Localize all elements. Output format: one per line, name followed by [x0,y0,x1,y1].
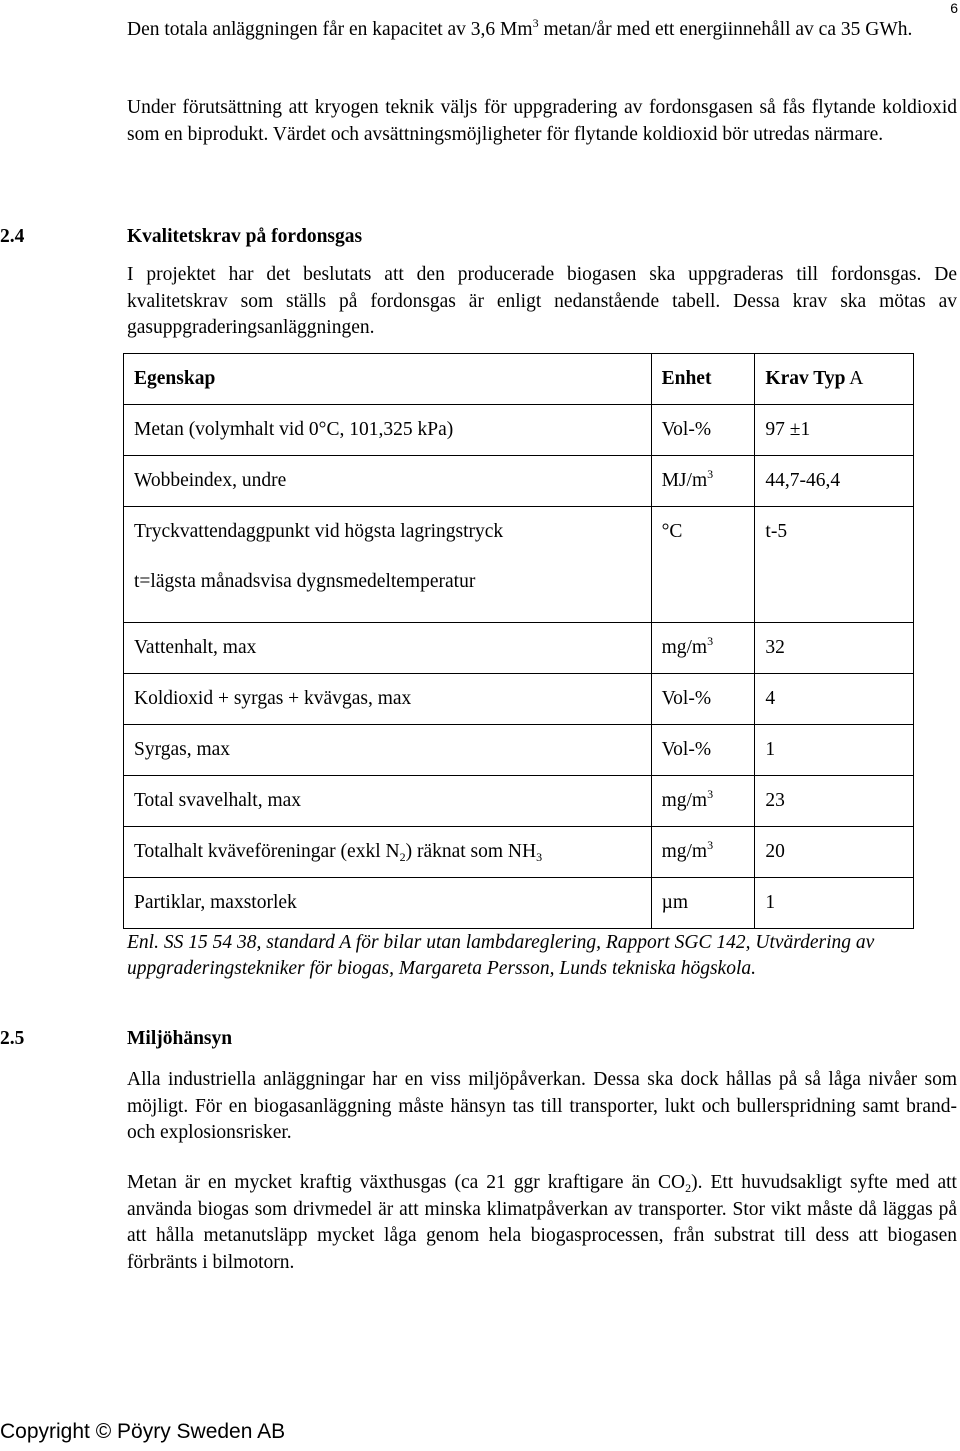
cell-value: 44,7-46,4 [755,456,914,507]
table-source-note: Enl. SS 15 54 38, standard A för bilar utan lambdareglering, Rapport SGC 142, Utvärdering av uppgraderingstekniker för biogas, Margareta Persson, Lunds tekniska högskola. [127,932,875,979]
table-row [124,776,914,827]
cell-value: 1 [755,878,914,929]
cell-property: Syrgas, max [124,725,652,776]
cell-unit: °C [651,507,755,623]
cell-unit: Vol-% [651,674,755,725]
section-2-5-paragraph-1: Alla industriella anläggningar har en viss miljöpåverkan. Dessa ska dock hållas på så låga nivåer som möjligt. För en biogasanläggning måste hänsyn tas till transporter, lukt och bullerspridning samt brand- och explosionsrisker. [127,1069,957,1143]
header-unit: Enhet [651,354,755,405]
cell-value: t-5 [755,507,914,623]
cell-property [124,507,652,623]
cell-property: Total svavelhalt, max [124,776,652,827]
table-row [124,674,914,725]
cell-unit: $mg/m^3$ [651,827,755,878]
cell-property: Partiklar, maxstorlek [124,878,652,929]
cell-property: Vattenhalt, max [124,623,652,674]
table-header-row [124,354,914,405]
cell-unit: $MJ/m^3$ [651,456,755,507]
cell-property: Metan (volymhalt vid 0°C, 101,325 kPa) [124,405,652,456]
copyright-footer: Copyright © Pöyry Sweden AB [0,1420,286,1443]
cell-unit: µm [651,878,755,929]
quality-requirements-table [123,353,914,929]
table-row [124,878,914,929]
property-note: t=lägsta månadsvisa dygnsmedeltemperatur [134,571,476,592]
section-title-2-5: Miljöhänsyn [127,1028,233,1049]
table-row [124,507,914,623]
section-number-2-4: 2.4 [0,226,25,247]
table-row [124,827,914,878]
section-title-2-4: Kvalitetskrav på fordonsgas [127,226,363,247]
cell-unit: $mg/m^3$ [651,776,755,827]
cell-property: Wobbeindex, undre [124,456,652,507]
cell-value: 4 [755,674,914,725]
page-number: 6 [950,0,958,16]
cell-value: 23 [755,776,914,827]
cell-property: Totalhalt kväveföreningar (exkl $N_2$) räknat som $NH_3$ [124,827,652,878]
table-row [124,725,914,776]
cell-unit: $mg/m^3$ [651,623,755,674]
section-2-5-paragraph-2: Metan är en mycket kraftig växthusgas (ca 21 ggr kraftigare än $CO_2$). Ett huvudsakligt syfte med att använda biogas som drivmedel är att minska klimatpåverkan av transporter. Stor vikt måste då läggas på att hålla metanutsläpp mycket låga genom hela biogasprocessen, från substrat till dess att biogasen förbränts i bilmotorn. [127,1172,957,1273]
cell-value: 1 [755,725,914,776]
cell-value: 20 [755,827,914,878]
cell-value: 97 ±1 [755,405,914,456]
property-main: Tryckvattendaggpunkt vid högsta lagringstryck [134,521,504,542]
section-number-2-5: 2.5 [0,1028,25,1049]
intro-paragraph-2: Under förutsättning att kryogen teknik väljs för uppgradering av fordonsgasen så fås flytande koldioxid som en biprodukt. Värdet och avsättningsmöjligheter för flytande koldioxid bör utredas närmare. [127,97,957,145]
cell-unit: Vol-% [651,725,755,776]
cell-value: 32 [755,623,914,674]
header-property: Egenskap [124,354,652,405]
cell-property: Koldioxid + syrgas + kvävgas, max [124,674,652,725]
intro-paragraph-1: Den totala anläggningen får en kapacitet av 3,6 Mm$^3$ metan/år med ett energiinnehåll av ca 35 GWh. [127,16,913,40]
cell-unit: Vol-% [651,405,755,456]
section-2-4-paragraph: I projektet har det beslutats att den producerade biogasen ska uppgraderas till fordonsgas. De kvalitetskrav som ställs på fordonsgas är enligt nedanstående tabell. Dessa krav ska mötas av gasuppgraderingsanläggningen. [127,264,957,338]
table-row [124,405,914,456]
header-requirement: Krav Typ A [755,354,914,405]
table-row [124,623,914,674]
table-row [124,456,914,507]
